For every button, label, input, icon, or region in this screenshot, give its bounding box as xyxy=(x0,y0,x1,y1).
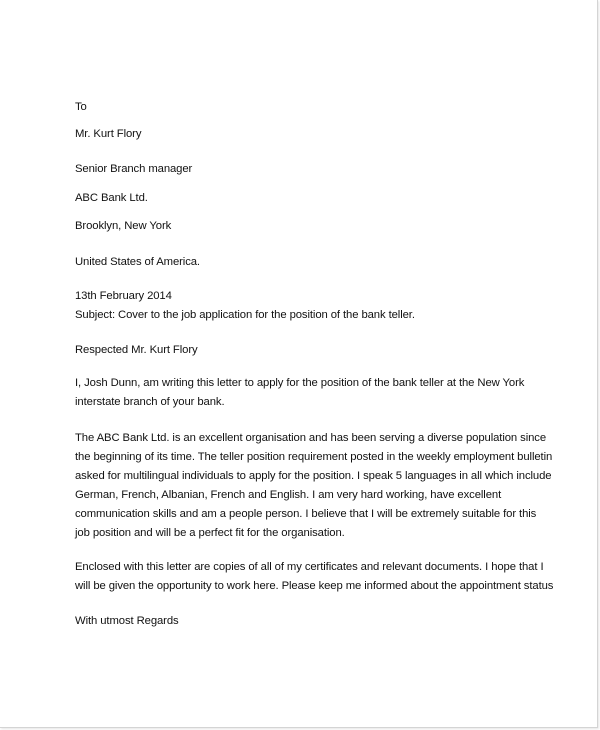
paragraph3-line: will be given the opportunity to work here. Please keep me informed about the appointment status xyxy=(75,580,554,592)
salutation: Respected Mr. Kurt Flory xyxy=(75,344,198,356)
to-label: To xyxy=(75,101,87,113)
recipient-name: Mr. Kurt Flory xyxy=(75,128,142,140)
paragraph1-line: interstate branch of your bank. xyxy=(75,396,225,408)
paragraph3-line: Enclosed with this letter are copies of all of my certificates and relevant documents. I hope that I xyxy=(75,561,544,573)
country: United States of America. xyxy=(75,256,200,268)
bank-name: ABC Bank Ltd. xyxy=(75,192,148,204)
paragraph2-line: job position and will be a perfect fit for the organisation. xyxy=(75,527,345,539)
paragraph2-line: the beginning of its time. The teller position requirement posted in the weekly employment bulletin xyxy=(75,451,553,463)
paragraph1-line: I, Josh Dunn, am writing this letter to apply for the position of the bank teller at the New York xyxy=(75,377,525,389)
paragraph2-line: asked for multilingual individuals to apply for the position. I speak 5 languages in all which include xyxy=(75,470,552,482)
city: Brooklyn, New York xyxy=(75,220,172,232)
closing: With utmost Regards xyxy=(75,615,179,627)
recipient-title: Senior Branch manager xyxy=(75,163,193,175)
paragraph2-line: communication skills and am a people person. I believe that I will be extremely suitable for this xyxy=(75,508,537,520)
subject-line: Subject: Cover to the job application for the position of the bank teller. xyxy=(75,309,415,321)
paragraph2-line: German, French, Albanian, French and English. I am very hard working, have excellent xyxy=(75,489,502,501)
paragraph2-line: The ABC Bank Ltd. is an excellent organisation and has been serving a diverse population since xyxy=(75,432,547,444)
letter-date: 13th February 2014 xyxy=(75,290,172,302)
